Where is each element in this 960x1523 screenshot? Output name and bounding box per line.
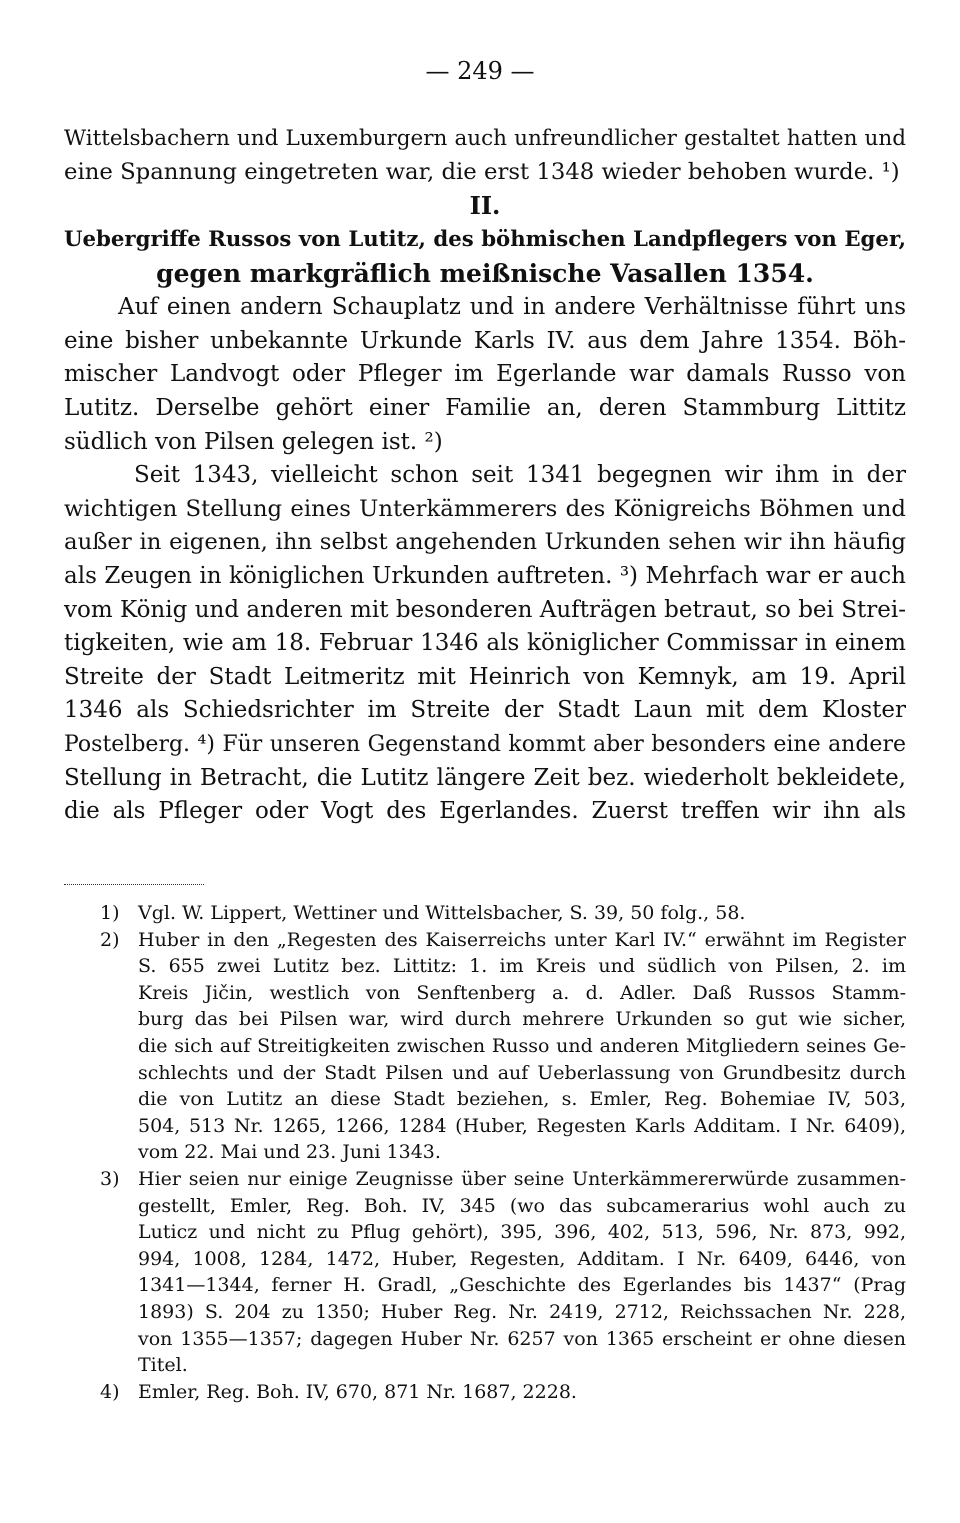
paragraph [64,459,906,829]
text-line: die als Pfleger oder Vogt des Egerlandes. Zuerst treffen wir ihn als [64,798,906,825]
footnote-line: die sich auf Streitigkeiten zwischen Russo und anderen Mitgliedern seines Ge- [138,1034,906,1057]
body-text [64,122,906,829]
paragraph [64,291,906,459]
footnote-line: 504, 513 Nr. 1265, 1266, 1284 (Huber, Regesten Karls Additam. I Nr. 6409), [138,1114,906,1137]
text-line: mischer Landvogt oder Pfleger im Egerlande war damals Russo von [64,361,906,388]
footnote-line: 1893) S. 204 zu 1350; Huber Reg. Nr. 2419, 2712, Reichssachen Nr. 228, [138,1300,906,1323]
text-line: Streite der Stadt Leitmeritz mit Heinrich von Kemnyk, am 19. April [64,663,906,690]
footnote-marker: 1) [100,902,120,924]
footnote-marker: 2) [100,928,120,951]
footnote-line: 994, 1008, 1284, 1472, Huber, Regesten, Additam. I Nr. 6409, 6446, von [138,1247,906,1270]
heading-line: gegen markgräflich meißnische Vasallen 1354. [156,259,814,289]
text-line: eine Spannung eingetreten war, die erst 1348 wieder behoben wurde. ¹) [64,158,900,185]
footnote-line: burg das bei Pilsen war, wird durch mehrere Urkunden so gut wie sicher, [138,1008,906,1031]
footnote-line: die von Lutitz an diese Stadt beziehen, s. Emler, Reg. Bohemiae IV, 503, [138,1088,906,1111]
text-line: wichtigen Stellung eines Unterkämmerers des Königreichs Böhmen und [64,495,906,522]
text-line: außer in eigenen, ihn selbst angehenden Urkunden sehen wir ihn häufig [64,529,906,556]
text-line: eine bisher unbekannte Urkunde Karls IV. aus dem Jahre 1354. Böh- [64,327,906,354]
text-line: tigkeiten, wie am 18. Februar 1346 als königlicher Commissar in einem [64,630,906,657]
footnote-line: gestellt, Emler, Reg. Boh. IV, 345 (wo das subcamerarius wohl auch zu [138,1194,906,1217]
page-number: — 249 — [425,57,535,85]
text-line: Postelberg. ⁴) Für unseren Gegenstand kommt aber besonders eine andere [64,731,906,757]
text-line: südlich von Pilsen gelegen ist. ²) [64,428,443,455]
text-line: Lutitz. Derselbe gehört einer Familie an, deren Stammburg Littitz [64,394,906,421]
footnote [100,900,906,927]
footnote-separator [64,884,204,885]
text-line: 1346 als Schiedsrichter im Streite der Stadt Laun mit dem Kloster [64,697,906,724]
footnote-line: von 1355—1357; dagegen Huber Nr. 6257 von 1365 erscheint er ohne diesen [138,1327,906,1350]
text-line: Stellung in Betracht, die Lutitz längere Zeit bez. wiederholt bekleidete, [64,764,906,791]
footnote-line: S. 655 zwei Lutitz bez. Littitz: 1. im Kreis und südlich von Pilsen, 2. im [138,955,906,978]
footnote-line: Kreis Jičin, westlich von Senftenberg a. d. Adler. Daß Russos Stamm- [138,981,906,1004]
footnote-line: 1341—1344, ferner H. Gradl, „Geschichte des Egerlandes bis 1437“ (Prag [138,1274,906,1297]
footnote-line: Emler, Reg. Boh. IV, 670, 871 Nr. 1687, 2228. [138,1380,577,1403]
footnote-line: Titel. [138,1354,188,1377]
footnote-line: Hier seien nur einige Zeugnisse über seine Unterkämmererwürde zusammen- [138,1167,906,1190]
text-line: als Zeugen in königlichen Urkunden auftreten. ³) Mehrfach war er auch [64,562,906,589]
footnote [100,1166,906,1379]
footnote-line: Vgl. W. Lippert, Wettiner und Wittelsbacher, S. 39, 50 folg., 58. [138,902,746,924]
intro-paragraph [64,122,906,189]
footnote-line: Huber in den „Regesten des Kaiserreichs unter Karl IV.“ erwähnt im Register [138,928,906,951]
text-line: Wittelsbachern und Luxemburgern auch unfreundlicher gestaltet hatten und [64,126,906,151]
text-line: Seit 1343, vielleicht schon seit 1341 begegnen wir ihm in der [134,462,906,489]
text-line: vom König und anderen mit besonderen Aufträgen betraut, so bei Strei- [64,596,906,623]
footnotes [100,900,906,1405]
footnote-line: Luticz und nicht zu Pflug gehört), 395, 396, 402, 513, 596, Nr. 873, 992, [138,1221,906,1244]
section-heading [64,223,906,291]
heading-line: Uebergriffe Russos von Lutitz, des böhmischen Landpflegers von Eger, [64,227,906,253]
footnote-marker: 4) [100,1380,120,1403]
section-number: II. [469,191,501,221]
footnote [100,1379,906,1406]
footnote [100,927,906,1166]
text-line: Auf einen andern Schauplatz und in andere Verhältnisse führt uns [118,294,906,321]
footnote-line: schlechts und der Stadt Pilsen und auf Ueberlassung von Grundbesitz durch [138,1061,906,1084]
footnote-line: vom 22. Mai und 23. Juni 1343. [138,1141,441,1164]
footnote-marker: 3) [100,1167,120,1190]
